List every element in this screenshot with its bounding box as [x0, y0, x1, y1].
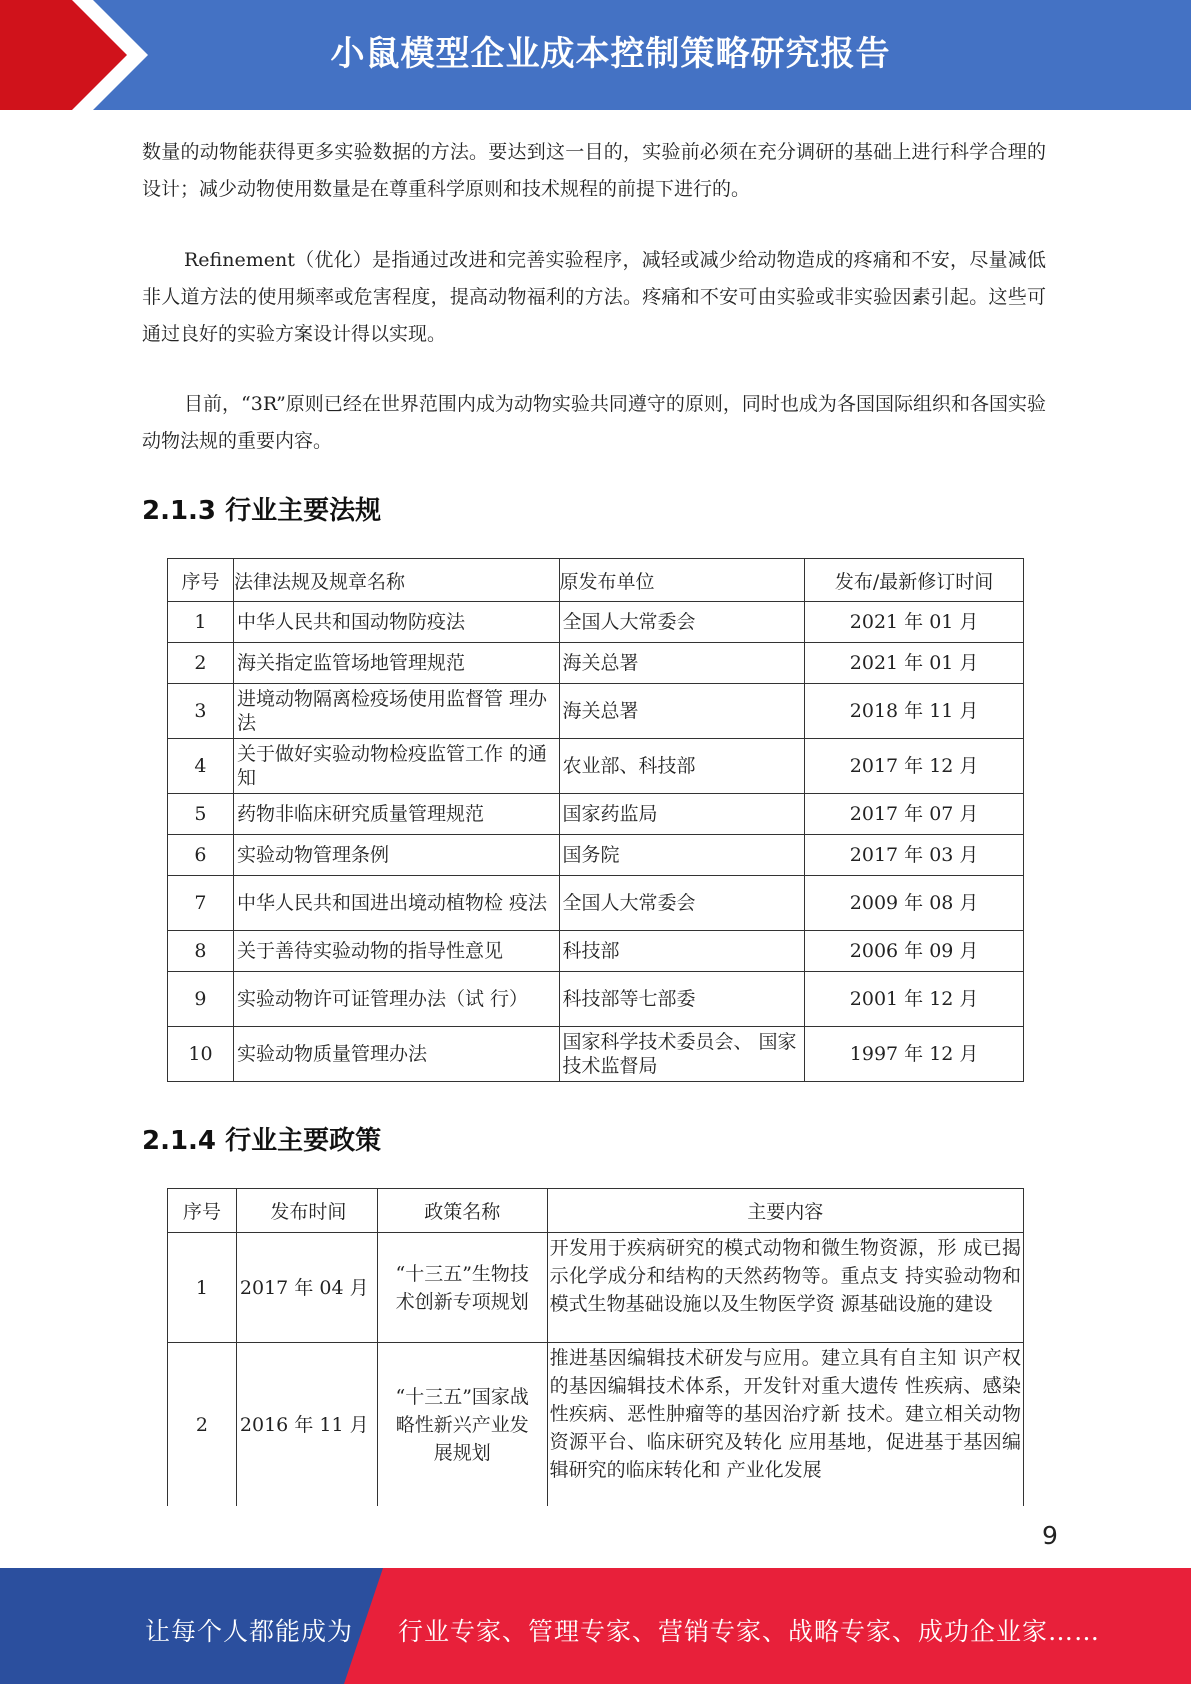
cell-name: 关于善待实验动物的指导性意见 [233, 931, 559, 972]
col-header-policy: 政策名称 [377, 1189, 547, 1233]
cell-date: 2021 年 01 月 [805, 643, 1024, 684]
report-title: 小鼠模型企业成本控制策略研究报告 [330, 34, 891, 74]
cell-policy: “十三五”生物技术创新专项规划 [377, 1233, 547, 1343]
cell-org: 国家药监局 [559, 794, 805, 835]
cell-name: 海关指定监管场地管理规范 [233, 643, 559, 684]
cell-org: 科技部等七部委 [559, 972, 805, 1027]
cell-name: 关于做好实验动物检疫监管工作 的通知 [233, 739, 559, 794]
col-header-time: 发布时间 [236, 1189, 377, 1233]
footer-slogan-right: 行业专家、管理专家、营销专家、战略专家、成功企业家…… [398, 1617, 1101, 1646]
cell-org: 农业部、科技部 [559, 739, 805, 794]
cell-date: 2021 年 01 月 [805, 602, 1024, 643]
cell-time: 2016 年 11 月 [236, 1343, 377, 1507]
cell-name: 中华人民共和国进出境动植物检 疫法 [233, 876, 559, 931]
table-row [168, 1027, 1024, 1082]
cell-no: 7 [168, 876, 234, 931]
table-row [168, 794, 1024, 835]
cell-org: 科技部 [559, 931, 805, 972]
table-row [168, 1233, 1024, 1343]
table-row [168, 643, 1024, 684]
page-number: 9 [1042, 1521, 1058, 1550]
col-header-org: 原发布单位 [559, 559, 805, 602]
cell-name: 进境动物隔离检疫场使用监督管 理办法 [233, 684, 559, 739]
cell-org: 全国人大常委会 [559, 876, 805, 931]
policy-table [167, 1188, 1024, 1507]
cell-name: 实验动物管理条例 [233, 835, 559, 876]
footer-slogan-left: 让每个人都能成为 [145, 1617, 354, 1646]
cell-date: 2009 年 08 月 [805, 876, 1024, 931]
table-row [168, 684, 1024, 739]
cell-date: 2006 年 09 月 [805, 931, 1024, 972]
cell-date: 2017 年 12 月 [805, 739, 1024, 794]
cell-org: 国家科学技术委员会、 国家技术监督局 [559, 1027, 805, 1082]
cell-no: 9 [168, 972, 234, 1027]
table-row [168, 931, 1024, 972]
cell-no: 6 [168, 835, 234, 876]
table-row [168, 739, 1024, 794]
cell-name: 药物非临床研究质量管理规范 [233, 794, 559, 835]
cell-time: 2017 年 04 月 [236, 1233, 377, 1343]
cell-name: 实验动物许可证管理办法（试 行） [233, 972, 559, 1027]
paragraph-refinement: Refinement（优化）是指通过改进和完善实验程序，减轻或减少给动物造成的疼痛和不安，尽量减低非人道方法的使用频率或危害程度，提高动物福利的方法。疼痛和不安可由实验或非实验因素引起。这些可通过良好的实验方案设计得以实现。 [142, 249, 1046, 345]
cell-no: 1 [168, 602, 234, 643]
table-row [168, 1343, 1024, 1507]
cell-org: 全国人大常委会 [559, 602, 805, 643]
section-heading-policies: 2.1.4 行业主要政策 [142, 1126, 382, 1156]
cell-no: 3 [168, 684, 234, 739]
cell-no: 2 [168, 643, 234, 684]
cell-content: 推进基因编辑技术研发与应用。建立具有自主知 识产权的基因编辑技术体系，开发针对重大遗传 性疾病、感染性疾病、恶性肿瘤等的基因治疗新 技术。建立相关动物资源平台、临床研究及转化 应用基地，促进基于基因编辑研究的临床转化和 产业化发展 [547, 1343, 1023, 1507]
cell-name: 中华人民共和国动物防疫法 [233, 602, 559, 643]
cell-policy: “十三五”国家战略性新兴产业发展规划 [377, 1343, 547, 1507]
table-page-cutoff [160, 1506, 1040, 1566]
cell-content: 开发用于疾病研究的模式动物和微生物资源，形 成已揭示化学成分和结构的天然药物等。重点支 持实验动物和模式生物基础设施以及生物医学资 源基础设施的建设 [547, 1233, 1023, 1343]
cell-no: 8 [168, 931, 234, 972]
laws-table [167, 558, 1024, 1082]
cell-date: 2018 年 11 月 [805, 684, 1024, 739]
cell-org: 海关总署 [559, 684, 805, 739]
cell-org: 国务院 [559, 835, 805, 876]
col-header-content: 主要内容 [547, 1189, 1023, 1233]
table-row [168, 876, 1024, 931]
paragraph-3r-principle: 目前，“3R”原则已经在世界范围内成为动物实验共同遵守的原则，同时也成为各国国际组织和各国实验动物法规的重要内容。 [142, 393, 1046, 452]
cell-no: 2 [168, 1343, 237, 1507]
laws-table-header [168, 559, 1024, 602]
page-footer [0, 1568, 1191, 1684]
policy-table-header [168, 1189, 1024, 1233]
cell-no: 4 [168, 739, 234, 794]
table-row [168, 602, 1024, 643]
cell-date: 2001 年 12 月 [805, 972, 1024, 1027]
cell-no: 5 [168, 794, 234, 835]
table-row [168, 972, 1024, 1027]
cell-org: 海关总署 [559, 643, 805, 684]
paragraph-reduction-cont: 数量的动物能获得更多实验数据的方法。要达到这一目的，实验前必须在充分调研的基础上进行科学合理的设计；减少动物使用数量是在尊重科学原则和技术规程的前提下进行的。 [142, 141, 1046, 200]
table-row [168, 835, 1024, 876]
cell-no: 10 [168, 1027, 234, 1082]
col-header-no: 序号 [168, 1189, 237, 1233]
col-header-no: 序号 [168, 559, 234, 602]
page-header [0, 0, 1191, 110]
cell-date: 2017 年 07 月 [805, 794, 1024, 835]
cell-no: 1 [168, 1233, 237, 1343]
cell-name: 实验动物质量管理办法 [233, 1027, 559, 1082]
cell-date: 2017 年 03 月 [805, 835, 1024, 876]
col-header-name: 法律法规及规章名称 [233, 559, 559, 602]
cell-date: 1997 年 12 月 [805, 1027, 1024, 1082]
col-header-date: 发布/最新修订时间 [805, 559, 1024, 602]
section-heading-laws: 2.1.3 行业主要法规 [142, 496, 382, 526]
